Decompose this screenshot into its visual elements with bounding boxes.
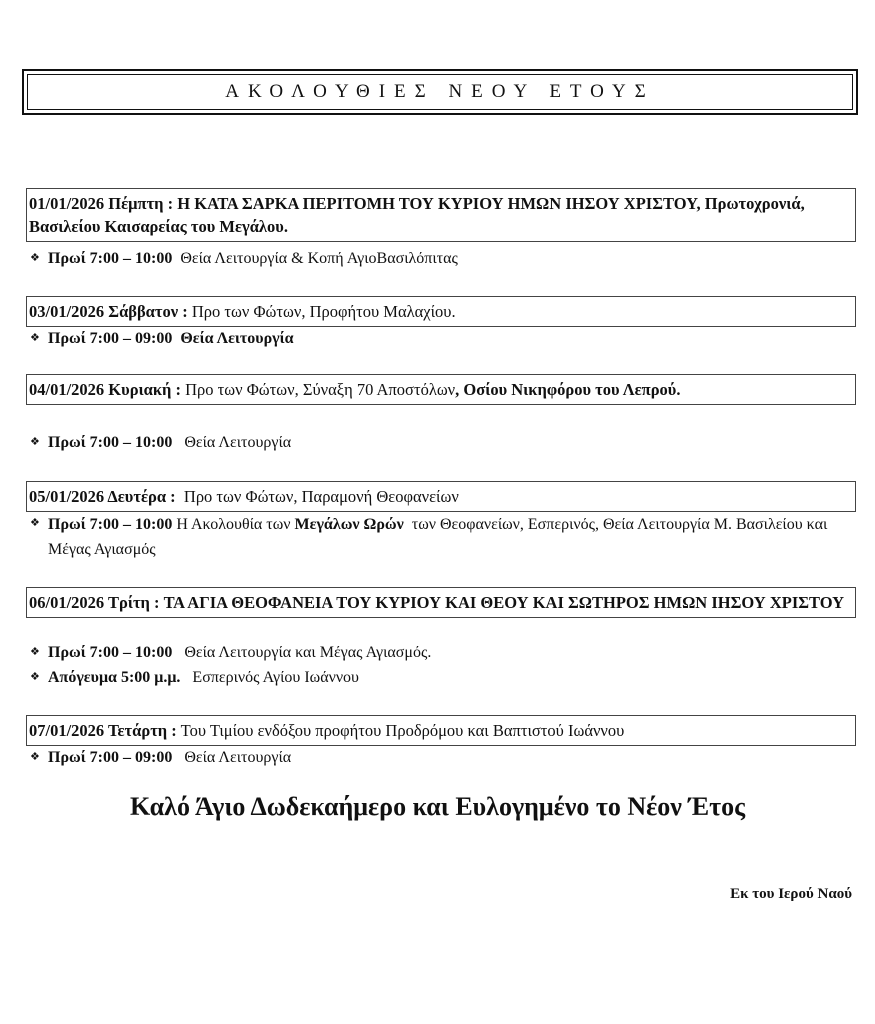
service-time: Πρωί 7:00 – 09:00 [48, 330, 173, 347]
day-date: 05/01/2026 Δευτέρα : [29, 487, 176, 506]
signature: Εκ του Ιερού Ναού [730, 886, 852, 902]
service-description: Θεία Λειτουργία & Κοπή ΑγιοΒασιλόπιτας [180, 250, 458, 267]
day-date: 01/01/2026 Πέμπτη : [29, 194, 174, 213]
day-date: 06/01/2026 Τρίτη : [29, 593, 160, 612]
day-feast: Προ των Φώτων, Προφήτου Μαλαχίου. [191, 302, 456, 321]
service-item [30, 431, 291, 454]
diamond-bullet-icon: ❖ [30, 646, 40, 658]
diamond-bullet-icon: ❖ [30, 517, 40, 529]
service-time: Πρωί 7:00 – 10:00 [48, 644, 173, 661]
diamond-bullet-icon: ❖ [30, 332, 40, 344]
service-description: Θεία Λειτουργία [184, 434, 292, 451]
service-item [30, 327, 294, 350]
day-feast: Του Τιμίου ενδόξου προφήτου Προδρόμου και Βαπτιστού Ιωάννου [180, 721, 625, 740]
service-description-part1: Η Ακολουθία των [176, 516, 291, 533]
day-header-2026-01-01 [26, 188, 856, 242]
service-time: Απόγευμα 5:00 μ.μ. [48, 669, 181, 686]
day-header-2026-01-04 [26, 374, 856, 405]
service-description: Εσπερινός Αγίου Ιωάννου [192, 669, 359, 686]
service-time: Πρωί 7:00 – 10:00 [48, 516, 173, 533]
day-date: 07/01/2026 Τετάρτη : [29, 721, 177, 740]
diamond-bullet-icon: ❖ [30, 436, 40, 448]
service-time: Πρωί 7:00 – 10:00 [48, 250, 173, 267]
service-item [30, 666, 359, 689]
service-time: Πρωί 7:00 – 09:00 [48, 749, 173, 766]
day-header-2026-01-03 [26, 296, 856, 327]
diamond-bullet-icon: ❖ [30, 671, 40, 683]
service-item [30, 746, 291, 769]
diamond-bullet-icon: ❖ [30, 751, 40, 763]
day-feast: Προ των Φώτων, Παραμονή Θεοφανείων [183, 487, 459, 506]
service-item [30, 247, 458, 270]
day-date: 04/01/2026 Κυριακή : [29, 380, 181, 399]
day-feast: Η ΚΑΤΑ ΣΑΡΚΑ ΠΕΡΙΤΟΜΗ ΤΟΥ ΚΥΡΙΟΥ ΗΜΩΝ ΙΗΣΟΥ ΧΡΙΣΤΟΥ, Πρωτοχρονιά, Βασιλείου Καισαρείας του Μεγάλου. [29, 194, 805, 236]
closing-message: Καλό Άγιο Δωδεκαήμερο και Ευλογημένο το Νέον Έτος [129, 792, 746, 821]
day-header-2026-01-05 [26, 481, 856, 512]
service-description-part3: των Θεοφανείων, Εσπερινός, Θεία Λειτουργία Μ. Βασιλείου και Μέγας Αγιασμός [48, 516, 828, 558]
service-description: Θεία Λειτουργία και Μέγας Αγιασμός. [184, 644, 432, 661]
page-title: ΑΚΟΛΟΥΘΙΕΣ ΝΕΟΥ ΕΤΟΥΣ [27, 74, 853, 110]
service-item [30, 512, 830, 562]
page-title-frame [22, 69, 858, 115]
service-item [30, 641, 431, 664]
day-date: 03/01/2026 Σάββατον : [29, 302, 188, 321]
day-feast-bold: , Οσίου Νικηφόρου του Λεπρού. [455, 380, 681, 399]
service-description-part2: Μεγάλων Ωρών [294, 516, 404, 533]
service-description: Θεία Λειτουργία [184, 749, 292, 766]
service-time: Πρωί 7:00 – 10:00 [48, 434, 173, 451]
diamond-bullet-icon: ❖ [30, 252, 40, 264]
service-description: Θεία Λειτουργία [180, 330, 294, 347]
day-feast: ΤΑ ΑΓΙΑ ΘΕΟΦΑΝΕΙΑ ΤΟΥ ΚΥΡΙΟΥ ΚΑΙ ΘΕΟΥ ΚΑΙ ΣΩΤΗΡΟΣ ΗΜΩΝ ΙΗΣΟΥ ΧΡΙΣΤΟΥ [163, 593, 845, 612]
day-feast: Προ των Φώτων, Σύναξη 70 Αποστόλων [185, 380, 456, 399]
day-header-2026-01-07 [26, 715, 856, 746]
day-header-2026-01-06 [26, 587, 856, 618]
